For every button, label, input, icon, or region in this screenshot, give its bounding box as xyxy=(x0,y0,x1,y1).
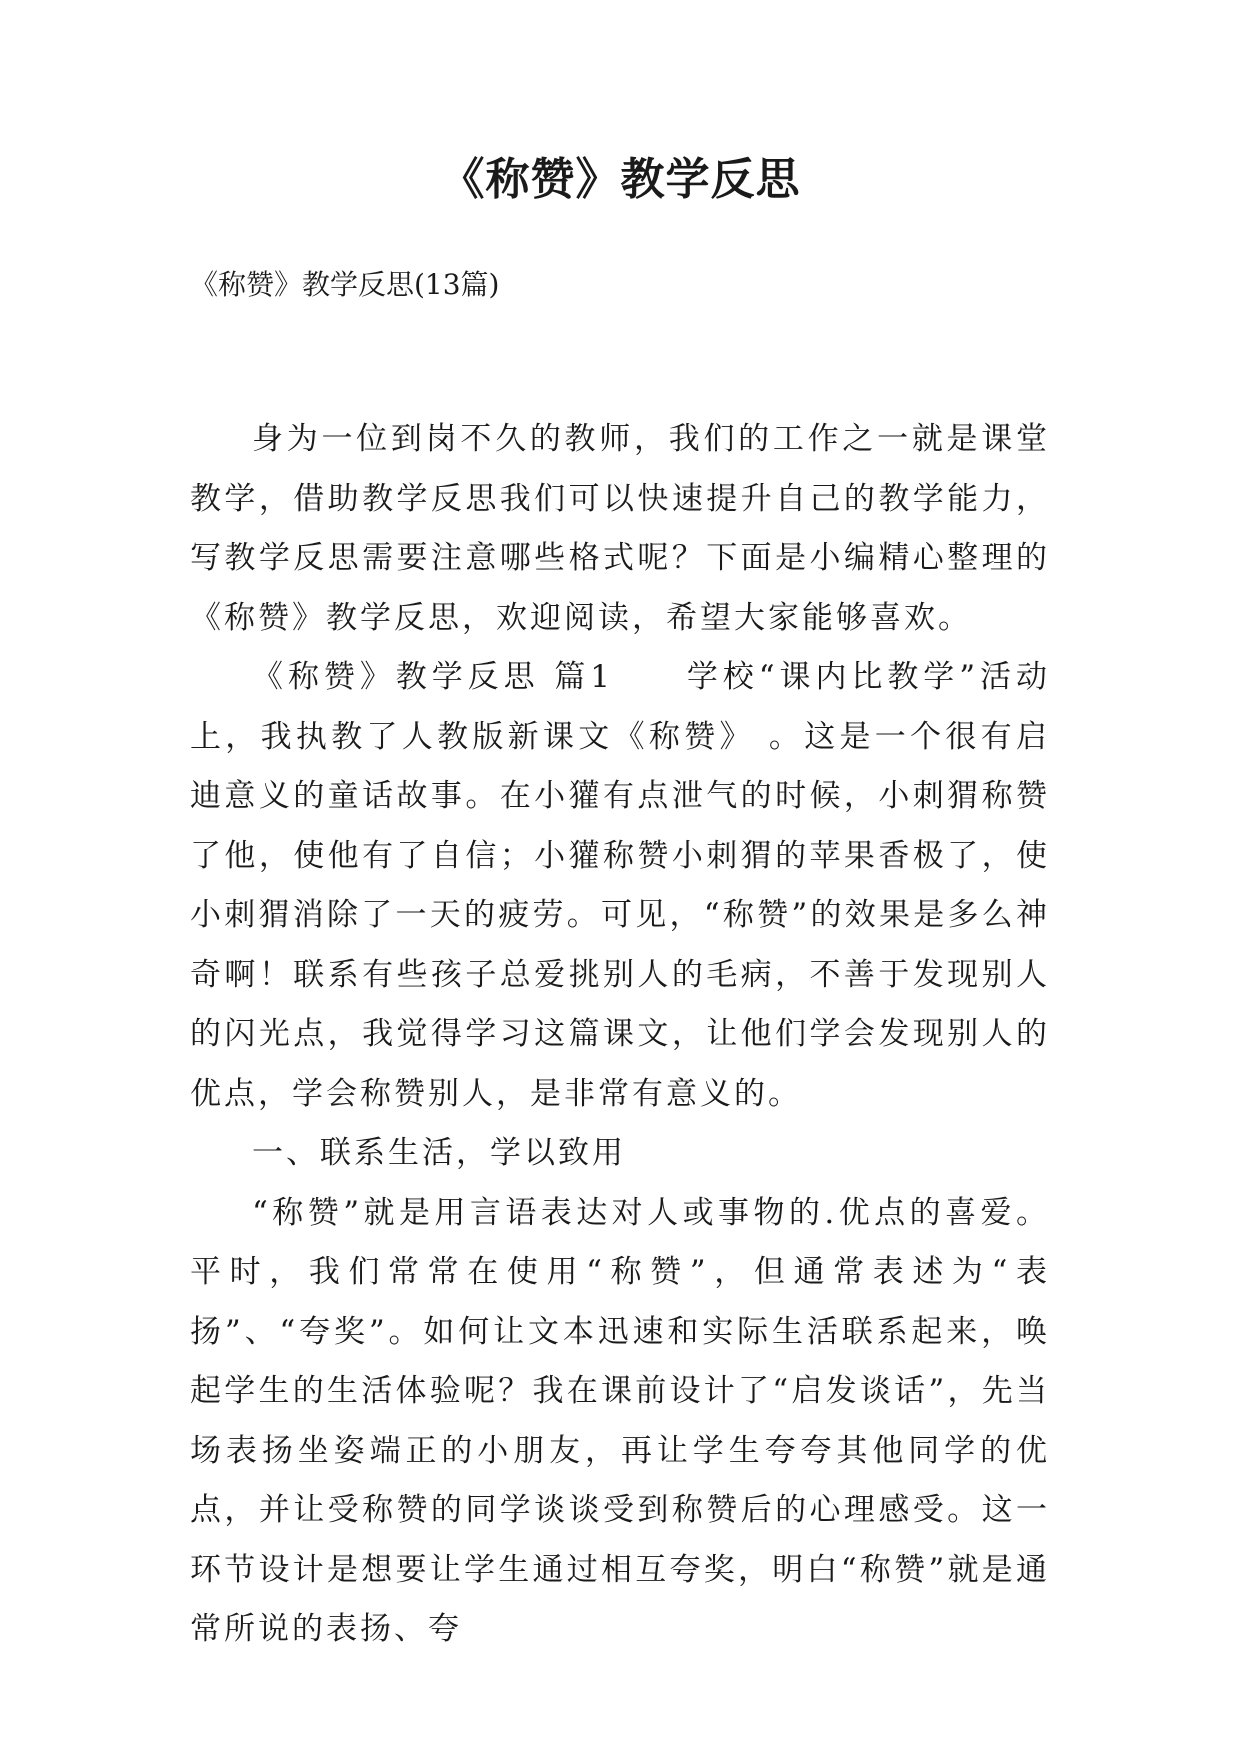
document-subtitle: 《称赞》教学反思(13篇) xyxy=(190,268,500,301)
paragraph-body-1: “称赞”就是用言语表达对人或事物的.优点的喜爱。平时，我们常常在使用“称赞”，但通常表述为“表扬”、“夸奖”。如何让文本迅速和实际生活联系起来，唤起学生的生活体验呢？我在课前设计了“启发谈话”，先当场表扬坐姿端正的小朋友，再让学生夸夸其他同学的优点，并让受称赞的同学谈谈受到称赞后的心理感受。这一环节设计是想要让学生通过相互夸奖，明白“称赞”就是通常所说的表扬、夸 xyxy=(190,1194,1050,1647)
paragraph-heading-1: 一、联系生活，学以致用 xyxy=(252,1135,626,1171)
paragraph-section-1: 《称赞》教学反思 篇1 学校“课内比教学”活动上，我执教了人教版新课文《称赞》 。这是一个很有启迪意义的童话故事。在小獾有点泄气的时候，小刺猬称赞了他，使他有了自信；小獾称赞小刺猬的苹果香极了，使小刺猬消除了一天的疲劳。可见，“称赞”的效果是多么神奇啊！联系有些孩子总爱挑别人的毛病，不善于发现别人的闪光点，我觉得学习这篇课文，让他们学会发现别人的优点，学会称赞别人，是非常有意义的。 xyxy=(190,659,1050,1112)
document-title: 《称赞》教学反思 xyxy=(440,154,801,205)
document-body xyxy=(190,410,1050,1660)
paragraph-intro: 身为一位到岗不久的教师，我们的工作之一就是课堂教学，借助教学反思我们可以快速提升自己的教学能力，写教学反思需要注意哪些格式呢？下面是小编精心整理的《称赞》教学反思，欢迎阅读，希望大家能够喜欢。 xyxy=(190,421,1050,636)
